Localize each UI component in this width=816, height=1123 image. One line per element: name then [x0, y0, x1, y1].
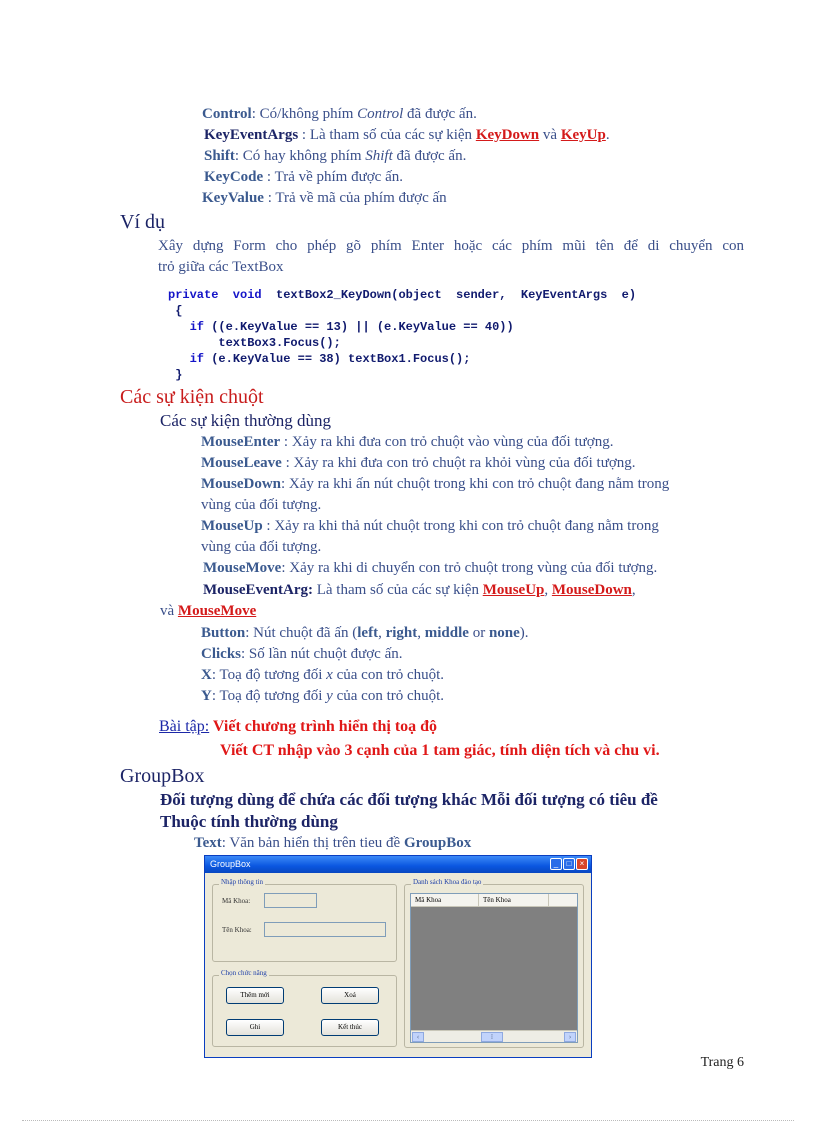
- add-new-button[interactable]: Thêm mới: [226, 987, 284, 1004]
- event-mouseeventarg-cont: và MouseMove: [160, 603, 257, 619]
- exercise-line2: Viết CT nhập vào 3 cạnh của 1 tam giác, tính diện tích và chu vi.: [220, 742, 660, 759]
- ten-khoa-input[interactable]: [264, 922, 386, 937]
- code-line-4: textBox3.Focus();: [168, 336, 341, 350]
- mouse-prop-x: X: Toạ độ tương đối x của con trỏ chuột.: [201, 667, 445, 683]
- event-mousedown-cont: vùng của đối tượng.: [201, 497, 322, 513]
- group-input-caption: Nhập thông tin: [221, 878, 263, 886]
- event-mouseup-cont: vùng của đối tượng.: [201, 539, 322, 555]
- save-button[interactable]: Ghi: [226, 1019, 284, 1036]
- code-line-6: }: [168, 368, 183, 382]
- window-title: GroupBox: [205, 856, 591, 873]
- event-mouseeventarg: MouseEventArg: Là tham số của các sự kiện MouseUp, MouseDown,: [203, 582, 636, 598]
- ten-khoa-label: Tên Khoa:: [222, 926, 252, 934]
- exit-button[interactable]: Kết thúc: [321, 1019, 379, 1036]
- ma-khoa-label: Mã Khoa:: [222, 897, 251, 905]
- close-icon[interactable]: ×: [576, 858, 588, 870]
- prop-keycode: KeyCode : Trả về phím được ấn.: [204, 169, 403, 185]
- page-number: Trang 6: [700, 1055, 744, 1070]
- listview-header: [411, 894, 577, 907]
- groupbox-prop-text: Text: Văn bản hiển thị trên tieu đề GroupBox: [194, 835, 472, 851]
- prop-keyvalue: KeyValue : Trả về mã của phím được ấn: [202, 190, 447, 206]
- exercise-line1: Bài tập: Viết chương trình hiển thị toạ độ: [159, 718, 438, 735]
- scroll-thumb[interactable]: ⁞: [481, 1032, 503, 1042]
- event-mousemove: MouseMove: Xảy ra khi di chuyển con trỏ chuột trong vùng của đối tượng.: [203, 560, 658, 576]
- event-mouseenter: MouseEnter : Xảy ra khi đưa con trỏ chuột vào vùng của đối tượng.: [201, 434, 614, 450]
- code-line-2: {: [168, 304, 183, 318]
- minimize-icon[interactable]: _: [550, 858, 562, 870]
- code-line-5: if (e.KeyValue == 38) textBox1.Focus();: [168, 352, 471, 366]
- event-mousedown: MouseDown: Xảy ra khi ấn nút chuột trong khi con trỏ chuột đang nằm trong: [201, 476, 670, 492]
- scroll-right-icon[interactable]: ›: [564, 1032, 576, 1042]
- groupbox-desc: Đối tượng dùng để chứa các đối tượng khác Mỗi đối tượng có tiêu đề: [160, 790, 658, 809]
- group-functions: [212, 969, 397, 1047]
- mouse-prop-button: Button: Nút chuột đã ấn (left, right, middle or none).: [201, 625, 529, 641]
- example-desc-line2: trỏ giữa các TextBox: [158, 259, 284, 275]
- ma-khoa-input[interactable]: [264, 893, 317, 908]
- heading-groupbox: GroupBox: [120, 765, 205, 787]
- event-mouseleave: MouseLeave : Xảy ra khi đưa con trỏ chuột ra khỏi vùng của đối tượng.: [201, 455, 636, 471]
- footer-divider: [22, 1120, 794, 1121]
- group-list-caption: Danh sách Khoa đào tạo: [413, 878, 482, 886]
- faculty-listview[interactable]: [410, 893, 578, 1043]
- subheading-common-events: Các sự kiện thường dùng: [160, 411, 331, 430]
- delete-button[interactable]: Xoá: [321, 987, 379, 1004]
- example-desc-line1: Xây dựng Form cho phép gõ phím Enter hoặc các phím mũi tên để di chuyển con: [158, 238, 744, 254]
- heading-mouse-events: Các sự kiện chuột: [120, 386, 264, 408]
- groupbox-props-heading: Thuộc tính thường dùng: [160, 812, 338, 831]
- code-line-3: if ((e.KeyValue == 13) || (e.KeyValue == 40)): [168, 320, 514, 334]
- prop-control: Control: Có/không phím Control đã được ấn.: [202, 106, 477, 122]
- scroll-left-icon[interactable]: ‹: [412, 1032, 424, 1042]
- heading-example: Ví dụ: [120, 211, 165, 233]
- prop-shift: Shift: Có hay không phím Shift đã được ấn.: [204, 148, 467, 164]
- column-ma-khoa[interactable]: Mã Khoa: [411, 894, 479, 907]
- prop-keyeventargs: KeyEventArgs : Là tham số của các sự kiện KeyDown và KeyUp.: [204, 127, 610, 143]
- maximize-icon[interactable]: □: [563, 858, 575, 870]
- group-functions-caption: Chọn chức năng: [221, 969, 267, 977]
- code-line-1: private void textBox2_KeyDown(object sender, KeyEventArgs e): [168, 288, 637, 302]
- column-ten-khoa[interactable]: Tên Khoa: [479, 894, 549, 907]
- event-mouseup: MouseUp : Xảy ra khi thả nút chuột trong khi con trỏ chuột đang nằm trong: [201, 518, 659, 534]
- mouse-prop-clicks: Clicks: Số lần nút chuột được ấn.: [201, 646, 403, 662]
- horizontal-scrollbar[interactable]: [411, 1030, 577, 1042]
- mouse-prop-y: Y: Toạ độ tương đối y của con trỏ chuột.: [201, 688, 445, 704]
